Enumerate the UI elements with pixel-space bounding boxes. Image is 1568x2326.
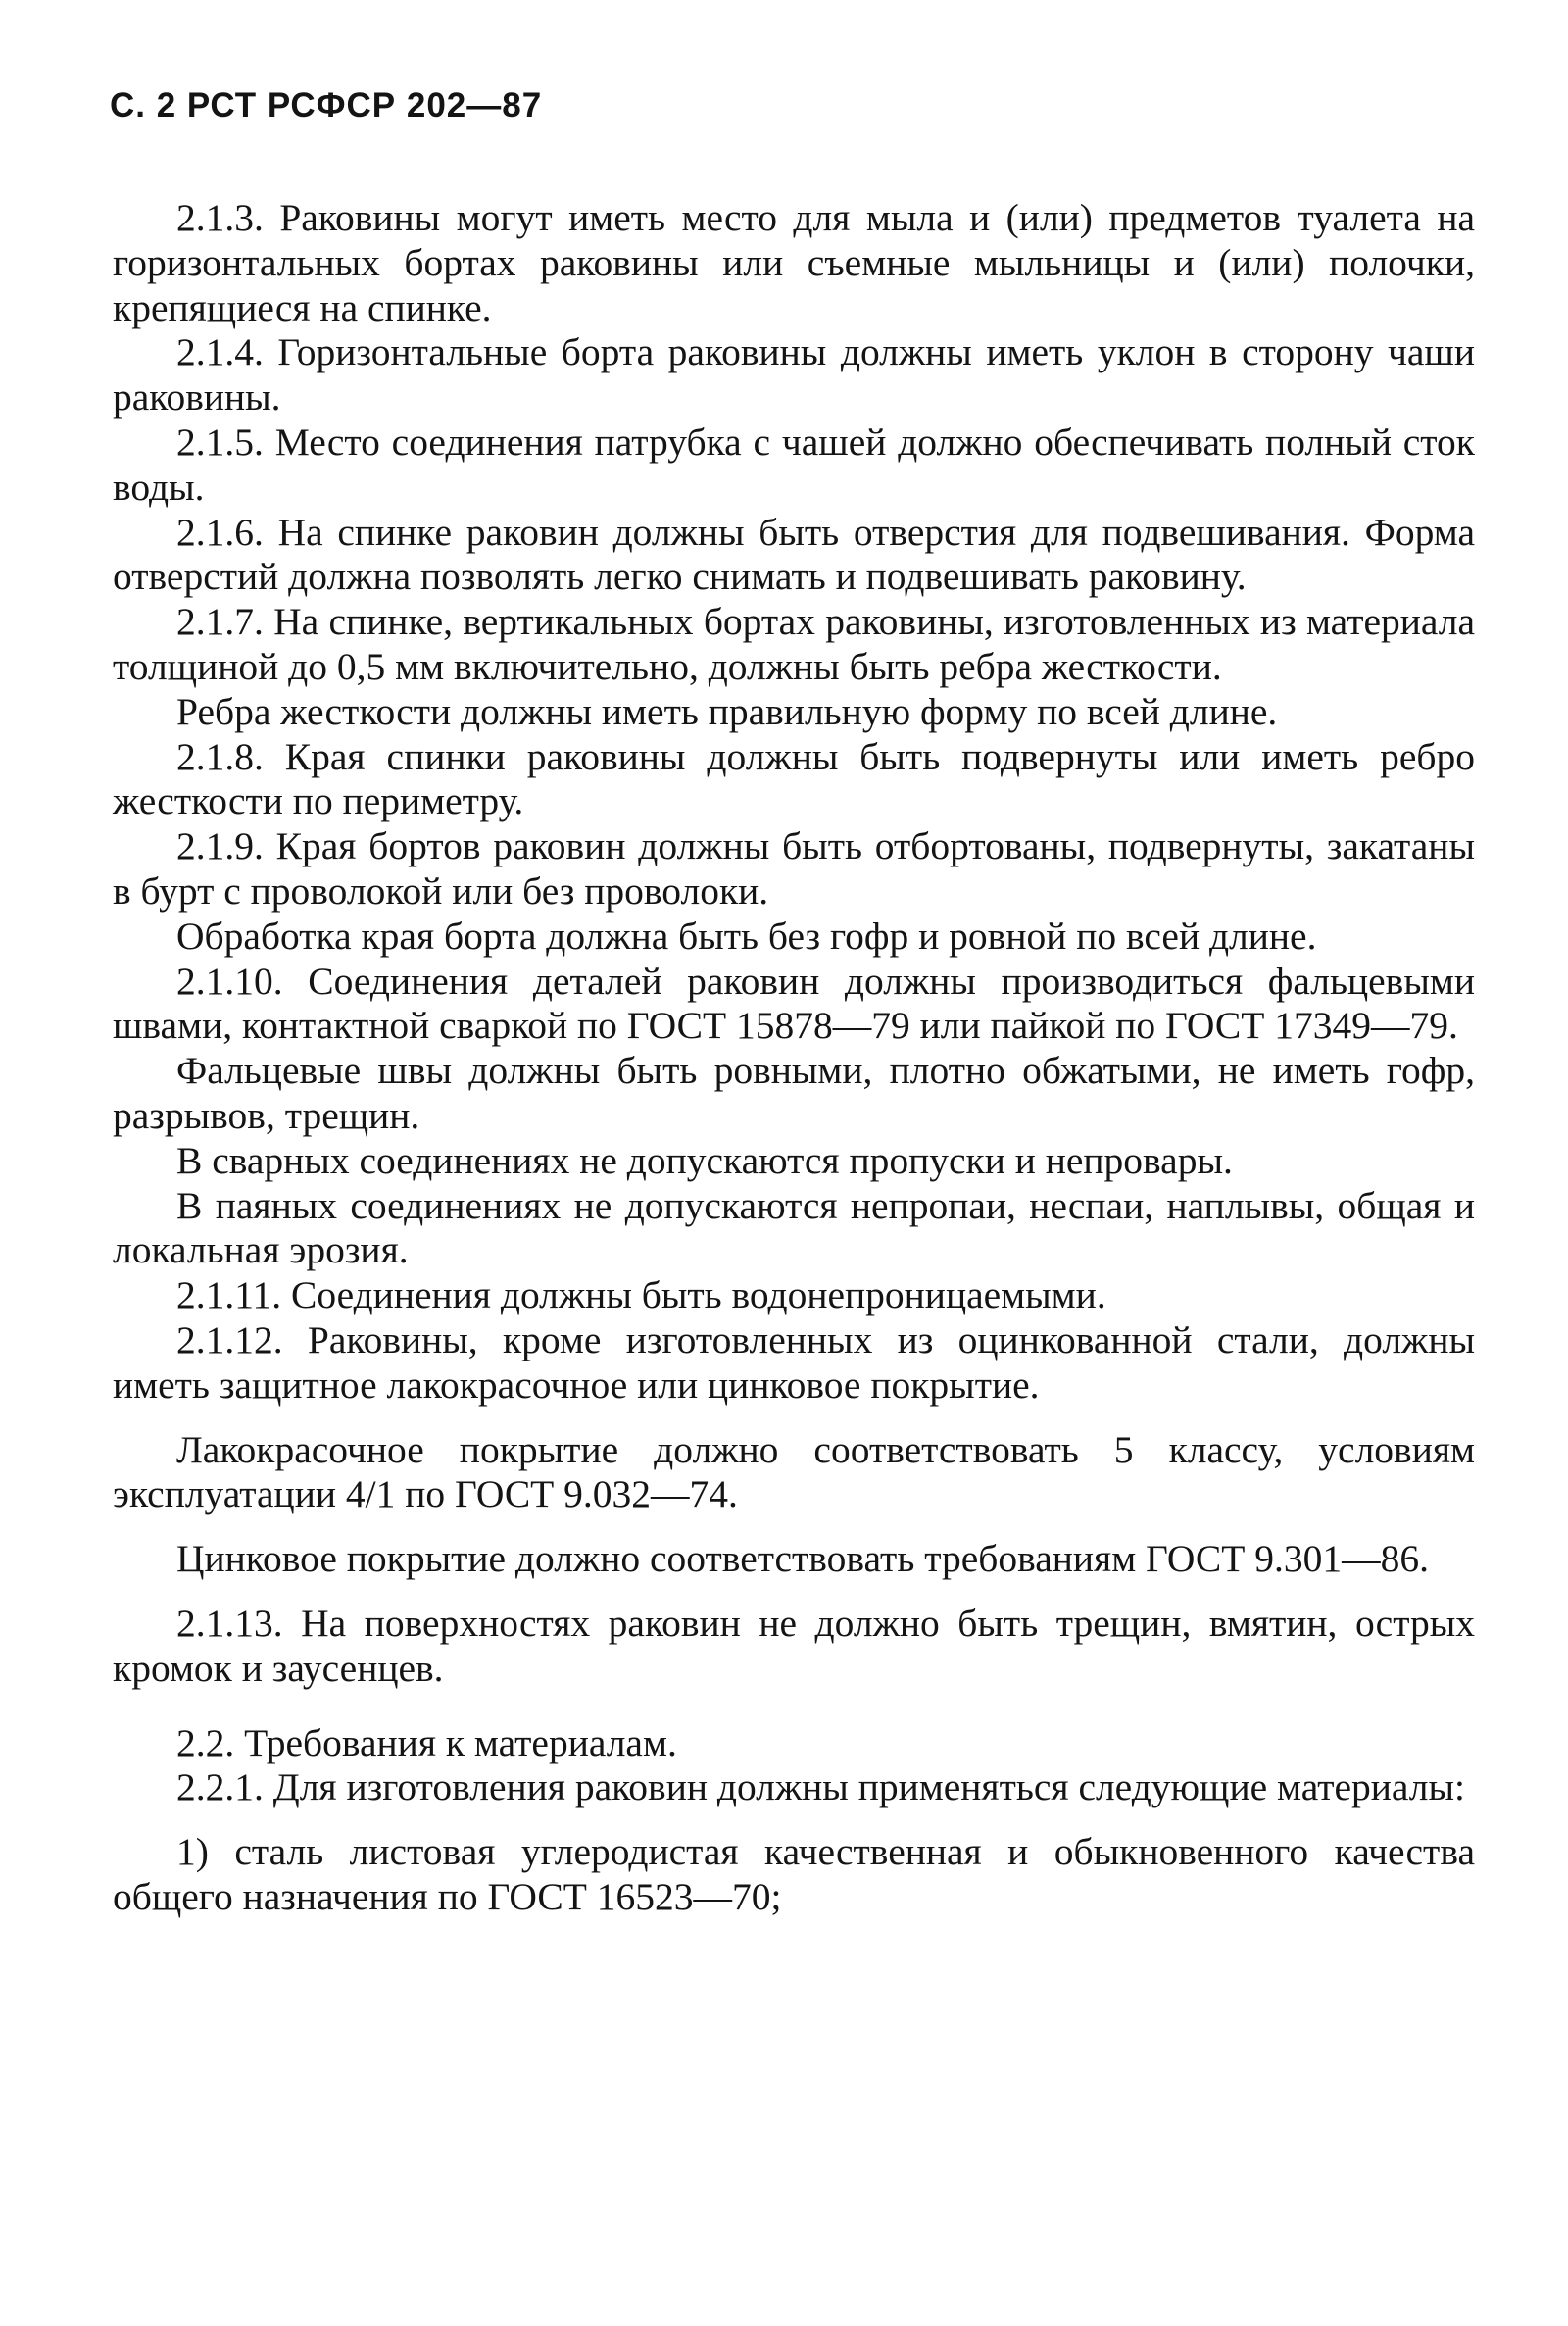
document-body — [113, 196, 1475, 1920]
clause-2-1-12: 2.1.12. Раковины, кроме изготовленных из оцинкованной стали, должны иметь защитное лакокрасочное или цинковое покрытие. — [113, 1317, 1475, 1407]
clause-2-1-8: 2.1.8. Края спинки раковины должны быть подвернуты или иметь ребро жесткости по периметру. — [113, 734, 1475, 823]
clause-2-1-5: 2.1.5. Место соединения патрубка с чашей должно обеспечивать полный сток воды. — [113, 420, 1475, 509]
clause-2-1-3: 2.1.3. Раковины могут иметь место для мыла и (или) предметов туалета на горизонтальных бортах раковины или съемные мыльницы и (или) полочки, крепящиеся на спинке. — [113, 196, 1475, 329]
clause-2-1-4: 2.1.4. Горизонтальные борта раковины должны иметь уклон в сторону чаши раковины. — [113, 330, 1475, 420]
paragraph-stiffening-ribs: Ребра жесткости должны иметь правильную форму по всей длине. — [176, 689, 1278, 733]
paragraph-zinc-coating: Цинковое покрытие должно соответствовать требованиям ГОСТ 9.301—86. — [176, 1537, 1430, 1581]
list-item-1: 1) сталь листовая углеродистая качественная и обыкновенного качества общего назначения по ГОСТ 16523—70; — [113, 1830, 1475, 1918]
page-header: С. 2 РСТ РСФСР 202—87 — [110, 86, 543, 124]
paragraph-paint-coating: Лакокрасочное покрытие должно соответствовать 5 классу, условиям эксплуатации 4/1 по ГОСТ 9.032—74. — [113, 1427, 1475, 1516]
section-2-2-title: 2.2. Требования к материалам. — [176, 1720, 677, 1764]
clause-2-1-10: 2.1.10. Соединения деталей раковин должны производиться фальцевыми швами, контактной сваркой по ГОСТ 15878—79 или пайкой по ГОСТ 17349—79. — [113, 959, 1475, 1048]
clause-2-1-6: 2.1.6. На спинке раковин должны быть отверстия для подвешивания. Форма отверстий должна позволять легко снимать и подвешивать раковину. — [113, 510, 1475, 599]
paragraph-edge-processing: Обработка края борта должна быть без гофр и ровной по всей длине. — [176, 914, 1317, 958]
paragraph-soldered-joints: В паяных соединениях не допускаются непропаи, неспаи, наплывы, общая и локальная эрозия. — [113, 1183, 1475, 1272]
clause-2-1-11: 2.1.11. Соединения должны быть водонепроницаемыми. — [176, 1273, 1106, 1317]
clause-2-1-9: 2.1.9. Края бортов раковин должны быть отбортованы, подвернуты, закатаны в бурт с проволокой или без проволоки. — [113, 824, 1475, 913]
paragraph-seams: Фальцевые швы должны быть ровными, плотно обжатыми, не иметь гофр, разрывов, трещин. — [113, 1049, 1475, 1137]
clause-2-2-1: 2.2.1. Для изготовления раковин должны применяться следующие материалы: — [176, 1765, 1466, 1809]
clause-2-1-13: 2.1.13. На поверхностях раковин не должно быть трещин, вмятин, острых кромок и заусенцев. — [113, 1601, 1475, 1690]
paragraph-welded-joints: В сварных соединениях не допускаются пропуски и непровары. — [176, 1138, 1233, 1182]
clause-2-1-7: 2.1.7. На спинке, вертикальных бортах раковины, изготовленных из материала толщиной до 0,5 мм включительно, должны быть ребра жесткости. — [113, 600, 1475, 688]
